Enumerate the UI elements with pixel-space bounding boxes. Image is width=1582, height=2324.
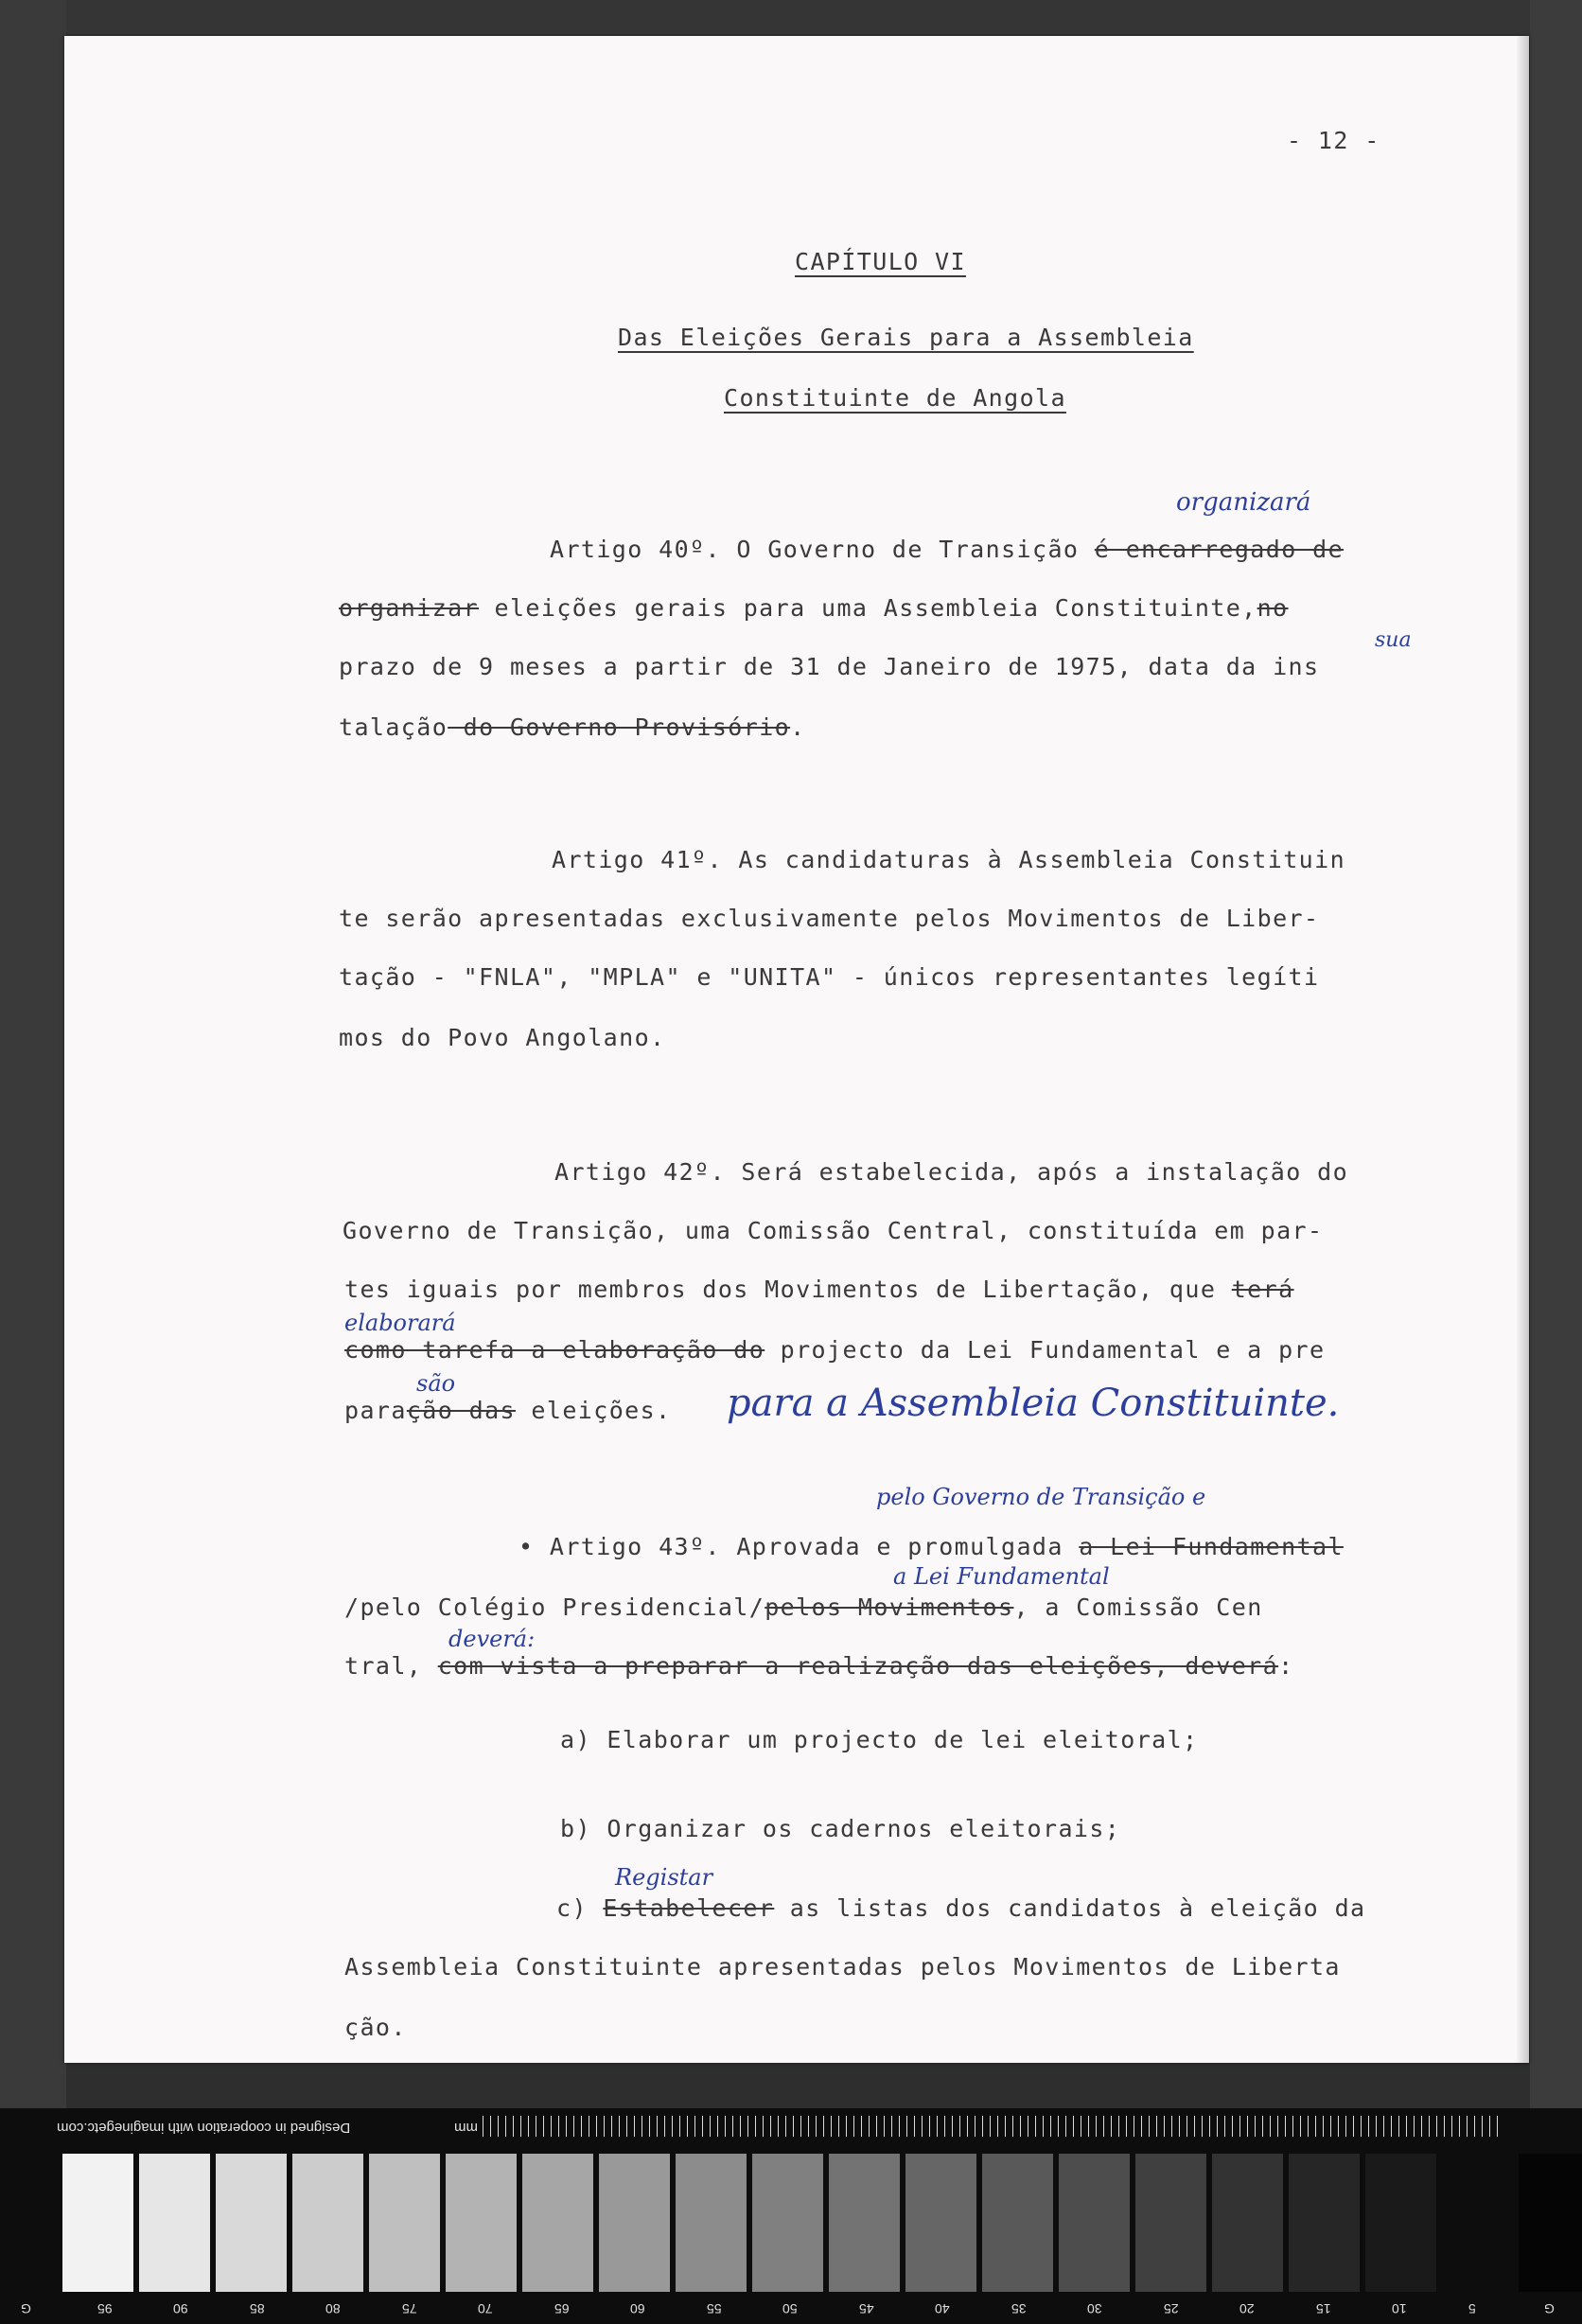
gray-swatch-label: 10 [1392, 2301, 1407, 2316]
gray-swatch-labels [0, 2301, 1582, 2324]
handwritten-registar: Registar [615, 1864, 713, 1891]
art43-line-1: • Artigo 43º. Aprovada e promulgada a Lei Fundamental [519, 1533, 1344, 1560]
handwritten-sao: são [416, 1370, 456, 1397]
scan-background-left [0, 0, 66, 2110]
mm-ruler [483, 2116, 1504, 2137]
gray-swatch-label: 50 [782, 2301, 798, 2316]
gray-swatch-label: G [21, 2301, 31, 2316]
item-c-line-2: Assembleia Constituinte apresentadas pelos Movimentos de Liberta [344, 1953, 1341, 1981]
gray-swatch [1365, 2154, 1436, 2292]
handwritten-pelo-governo: pelo Governo de Transição e [876, 1484, 1206, 1510]
gray-swatch [1059, 2154, 1130, 2292]
document-page [64, 36, 1529, 2063]
gray-swatch-label: 65 [554, 2301, 570, 2316]
gray-swatch [216, 2154, 287, 2292]
gray-swatch [1135, 2154, 1206, 2292]
gray-swatch [676, 2154, 747, 2292]
title-line-2: Constituinte de Angola [724, 384, 1066, 412]
gray-swatch-label: 25 [1163, 2301, 1179, 2316]
gray-swatch [982, 2154, 1053, 2292]
gray-swatch [139, 2154, 210, 2292]
gray-swatch [829, 2154, 900, 2292]
art40-line-1: Artigo 40º. O Governo de Transição é encarregado de [550, 536, 1345, 563]
gray-swatch-label: 75 [401, 2301, 417, 2316]
gray-swatch-label: 90 [173, 2301, 188, 2316]
page-edge-shadow [1516, 36, 1529, 2063]
title-line-1: Das Eleições Gerais para a Assembleia [618, 324, 1194, 351]
gray-swatch-label: 5 [1468, 2301, 1476, 2316]
gray-swatch-label: 60 [630, 2301, 645, 2316]
item-a: a) Elaborar um projecto de lei eleitoral; [560, 1726, 1199, 1753]
gray-swatch-label: 40 [935, 2301, 950, 2316]
art41-line-1: Artigo 41º. As candidaturas à Assembleia Constituin [552, 846, 1346, 873]
gray-swatch [1289, 2154, 1360, 2292]
handwritten-a-lei-fundamental: a Lei Fundamental [893, 1563, 1110, 1590]
handwritten-para-assembleia: para a Assembleia Constituinte. [727, 1382, 1340, 1425]
gray-swatch [1442, 2154, 1513, 2292]
art42-line-3: tes iguais por membros dos Movimentos de Libertação, que terá [344, 1276, 1294, 1303]
gray-swatch [905, 2154, 976, 2292]
gray-swatch [522, 2154, 593, 2292]
art42-line-2: Governo de Transição, uma Comissão Central, constituída em par- [343, 1217, 1324, 1244]
item-b: b) Organizar os cadernos eleitorais; [560, 1815, 1121, 1842]
scan-background-top [0, 0, 1582, 38]
gray-swatch [599, 2154, 670, 2292]
handwritten-sua: sua [1375, 628, 1412, 652]
gray-swatch-label: 95 [97, 2301, 113, 2316]
gray-swatch [62, 2154, 133, 2292]
art42-line-4: como tarefa a elaboração do projecto da Lei Fundamental e a pre [344, 1336, 1326, 1364]
gray-swatch [369, 2154, 440, 2292]
art41-line-3: tação - "FNLA", "MPLA" e "UNITA" - únicos representantes legíti [339, 963, 1320, 991]
target-credit: Designed in cooperation with imaginegetc.com [57, 2120, 351, 2136]
art40-line-3: prazo de 9 meses a partir de 31 de Janeiro de 1975, data da ins [339, 653, 1320, 680]
handwritten-organizara: organizará [1176, 488, 1311, 517]
gray-swatch [292, 2154, 363, 2292]
art40-line-2: organizar eleições gerais para uma Assembleia Constituinte,no [339, 594, 1289, 622]
gray-swatches [62, 2154, 1582, 2292]
ruler-unit: mm [454, 2120, 478, 2136]
gray-swatch-label: 85 [249, 2301, 265, 2316]
item-c-line-1: c) Estabelecer as listas dos candidatos à eleição da [556, 1894, 1366, 1922]
art42-line-5: paração das eleições. [344, 1397, 672, 1424]
gray-swatch-label: 80 [325, 2301, 341, 2316]
gray-swatch [446, 2154, 517, 2292]
art43-line-2: /pelo Colégio Presidencial/pelos Movimentos, a Comissão Cen [344, 1593, 1263, 1621]
color-calibration-target [0, 2108, 1582, 2324]
handwritten-elaborara: elaborará [344, 1310, 456, 1336]
gray-swatch-label: 45 [858, 2301, 874, 2316]
art42-line-1: Artigo 42º. Será estabelecida, após a instalação do [554, 1158, 1349, 1186]
art40-line-4: talação do Governo Provisório. [339, 713, 806, 741]
page-number: - 12 - [1287, 127, 1380, 154]
chapter-heading: CAPÍTULO VI [795, 248, 966, 275]
gray-swatch-label: 70 [478, 2301, 493, 2316]
gray-swatch [1519, 2154, 1582, 2292]
gray-swatch-label: G [1544, 2301, 1555, 2316]
gray-swatch-label: 20 [1239, 2301, 1255, 2316]
gray-swatch [1212, 2154, 1283, 2292]
gray-swatch-label: 55 [706, 2301, 722, 2316]
gray-swatch-label: 15 [1315, 2301, 1331, 2316]
gray-swatch-label: 35 [1011, 2301, 1027, 2316]
scan-background-right [1530, 0, 1582, 2110]
art43-line-3: tral, com vista a preparar a realização das eleições, deverá: [344, 1652, 1294, 1680]
handwritten-devera: deverá: [448, 1626, 536, 1652]
gray-swatch [752, 2154, 823, 2292]
gray-swatch-label: 30 [1087, 2301, 1102, 2316]
item-c-line-3: ção. [344, 2014, 407, 2041]
art41-line-4: mos do Povo Angolano. [339, 1024, 666, 1051]
art41-line-2: te serão apresentadas exclusivamente pelos Movimentos de Liber- [339, 905, 1320, 932]
